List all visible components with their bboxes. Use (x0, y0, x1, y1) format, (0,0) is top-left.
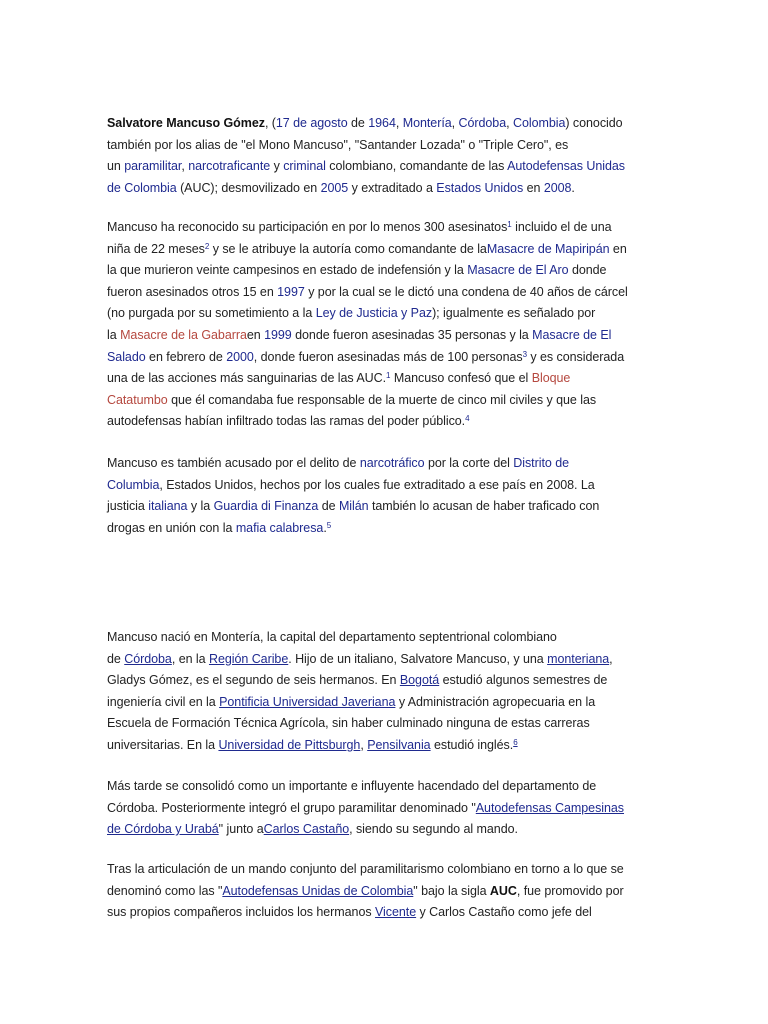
link-1999[interactable]: 1999 (264, 327, 292, 342)
text-line: Mancuso es también acusado por el delito de narcotráfico por la corte del Distrito de (107, 456, 569, 470)
link-masacre-el-salado-cont[interactable]: Salado (107, 349, 146, 364)
text-line: la que murieron veinte campesinos en estado de indefensión y la Masacre de El Aro donde (107, 263, 607, 278)
footnote-ref[interactable]: 1 (507, 220, 512, 229)
link-masacre-el-salado[interactable]: Masacre de El (532, 327, 612, 342)
link-pensilvania[interactable]: Pensilvania (367, 737, 431, 752)
text-line: un paramilitar, narcotraficante y criminal colombiano, comandante de las Autodefensas Unidas (107, 159, 625, 174)
link-accu-cont[interactable]: de Córdoba y Urabá (107, 822, 219, 837)
text-line: de Córdoba y Urabá" junto aCarlos Castaño, siendo su segundo al mando. (107, 822, 518, 837)
link-birth-year[interactable]: 1964 (368, 116, 396, 130)
link-milan[interactable]: Milán (338, 499, 369, 514)
link-paramilitar[interactable]: paramilitar (124, 159, 182, 174)
text-line: también por los alias de "el Mono Mancuso", "Santander Lozada" o "Triple Cero", es (107, 137, 569, 152)
charges-paragraph (107, 453, 667, 539)
link-bogota[interactable]: Bogotá (399, 673, 440, 688)
text-line: Más tarde se consolidó como un importante e influyente hacendado del departamento de (107, 779, 597, 793)
text-line: denominó como las "Autodefensas Unidas de Colombia" bajo la sigla AUC, fue promovido por (107, 883, 624, 898)
link-2000[interactable]: 2000 (226, 349, 254, 364)
footnote-ref[interactable]: 2 (204, 241, 210, 251)
link-1997[interactable]: 1997 (277, 284, 305, 299)
text-line: fueron asesinados otros 15 en 1997 y por la cual se le dictó una condena de 40 años de cárcel (107, 284, 628, 299)
link-auc[interactable]: Autodefensas Unidas (507, 159, 625, 174)
footnote-ref[interactable]: 1 (386, 371, 391, 381)
link-masacre-el-aro[interactable]: Masacre de El Aro (467, 263, 569, 278)
link-guardia-finanza[interactable]: Guardia di Finanza (213, 499, 319, 514)
link-2005[interactable]: 2005 (320, 180, 349, 195)
text-line: Gladys Gómez, es el segundo de seis hermanos. En Bogotá estudió algunos semestres de (107, 673, 608, 688)
text-line: Mancuso nació en Montería, la capital del departamento septentrional colombiano (107, 630, 557, 644)
link-univ-pittsburgh[interactable]: Universidad de Pittsburgh (218, 737, 361, 752)
text-line: de Córdoba, en la Región Caribe. Hijo de un italiano, Salvatore Mancuso, y una monteriana, (107, 651, 613, 666)
link-criminal[interactable]: criminal (283, 159, 326, 174)
link-monteria[interactable]: Montería (402, 116, 452, 130)
link-masacre-gabarra[interactable]: Masacre de la Gabarra (120, 327, 247, 342)
link-birth-date[interactable]: 17 de agosto (275, 116, 348, 130)
biography-paragraph (107, 627, 667, 757)
footnote-ref[interactable]: 4 (465, 414, 470, 424)
text-line: sus propios compañeros incluidos los hermanos Vicente y Carlos Castaño como jefe del (107, 905, 592, 920)
link-narcotrafico[interactable]: narcotráfico (359, 456, 425, 470)
text-line: ingeniería civil en la Pontificia Universidad Javeriana y Administración agropecuaria en la (107, 694, 596, 709)
link-distrito-columbia[interactable]: Distrito de (513, 456, 569, 470)
link-2008[interactable]: 2008 (543, 180, 572, 195)
subject-name: Salvatore Mancuso Gómez (107, 116, 265, 130)
text-line: justicia italiana y la Guardia di Finanza de Milán también lo acusan de haber traficado con (107, 499, 600, 514)
text-line: Salvatore Mancuso Gómez, (17 de agosto de 1964, Montería, Córdoba, Colombia) conocido (107, 116, 623, 130)
text-line: universitarias. En la Universidad de Pittsburgh, Pensilvania estudió inglés.$^6$ (107, 737, 518, 752)
auc-acronym: AUC (489, 883, 517, 898)
text-line: una de las acciones más sanguinarias de las AUC.$^1$ Mancuso confesó que el Bloque (107, 371, 571, 386)
text-line: Escuela de Formación Técnica Agrícola, sin haber culminado ninguna de estas carreras (107, 716, 590, 731)
text-line: de Colombia (AUC); desmovilizado en 2005 y extraditado a Estados Unidos en 2008. (107, 180, 575, 195)
link-narcotraficante[interactable]: narcotraficante (188, 159, 271, 174)
text-line: autodefensas habían infiltrado todas las ramas del poder público.$^4$ (107, 414, 470, 429)
footnote-ref[interactable]: 5 (326, 520, 332, 530)
text-line: drogas en unión con la mafia calabresa.$^5$ (107, 520, 332, 535)
link-auc-cont[interactable]: de Colombia (107, 180, 177, 195)
footnote-ref[interactable]: 3 (522, 349, 527, 359)
text-line: Mancuso ha reconocido su participación en por lo menos 300 asesinatos$^1$ incluido el de una (107, 220, 612, 234)
footnote-ref[interactable]: 6 (513, 737, 518, 747)
link-bloque-catatumbo[interactable]: Bloque (531, 371, 571, 386)
link-ley-justicia-paz[interactable]: Ley de Justicia y Paz (315, 306, 433, 321)
link-mafia-calabresa[interactable]: mafia calabresa (235, 520, 324, 535)
link-javeriana[interactable]: Pontificia Universidad Javeriana (219, 694, 396, 709)
text-line: Tras la articulación de un mando conjunto del paramilitarismo colombiano en torno a lo que se (107, 862, 624, 876)
text-line: niña de 22 meses$^2$ y se le atribuye la autoría como comandante de laMasacre de Mapiripán en (107, 241, 627, 256)
massacres-paragraph (107, 217, 667, 433)
text-line: Catatumbo que él comandaba fue responsable de la muerte de cinco mil civiles y que las (107, 392, 597, 407)
link-auc-full[interactable]: Autodefensas Unidas de Colombia (222, 883, 414, 898)
link-accu[interactable]: Autodefensas Campesinas (475, 800, 625, 815)
link-masacre-mapiripan[interactable]: Masacre de Mapiripán (486, 241, 610, 256)
text-line: (no purgada por su sometimiento a la Ley de Justicia y Paz); igualmente es señalado por (107, 306, 596, 321)
link-bloque-catatumbo-cont[interactable]: Catatumbo (107, 392, 168, 407)
text-line: la Masacre de la Gabarraen 1999 donde fueron asesinadas 35 personas y la Masacre de El (107, 327, 612, 342)
link-distrito-columbia-cont[interactable]: Columbia (107, 477, 160, 492)
link-estados-unidos[interactable]: Estados Unidos (436, 180, 524, 195)
intro-paragraph (107, 113, 667, 199)
link-cordoba-dept[interactable]: Córdoba (124, 651, 172, 666)
link-monteriana[interactable]: monteriana (547, 651, 610, 666)
text-line: Córdoba. Posteriormente integró el grupo paramilitar denominado "Autodefensas Campesinas (107, 800, 625, 815)
text-line: Columbia, Estados Unidos, hechos por los cuales fue extraditado a ese país en 2008. La (107, 477, 595, 492)
link-cordoba[interactable]: Córdoba (458, 116, 507, 130)
link-colombia[interactable]: Colombia (512, 116, 566, 130)
career-paragraph (107, 776, 667, 841)
auc-paragraph (107, 859, 667, 924)
link-carlos-castano[interactable]: Carlos Castaño (263, 822, 350, 837)
link-italiana[interactable]: italiana (148, 499, 188, 514)
link-vicente[interactable]: Vicente (374, 905, 417, 920)
text-line: Salado en febrero de 2000, donde fueron asesinadas más de 100 personas$^3$ y es considerada (107, 349, 625, 364)
link-region-caribe[interactable]: Región Caribe (208, 651, 289, 666)
